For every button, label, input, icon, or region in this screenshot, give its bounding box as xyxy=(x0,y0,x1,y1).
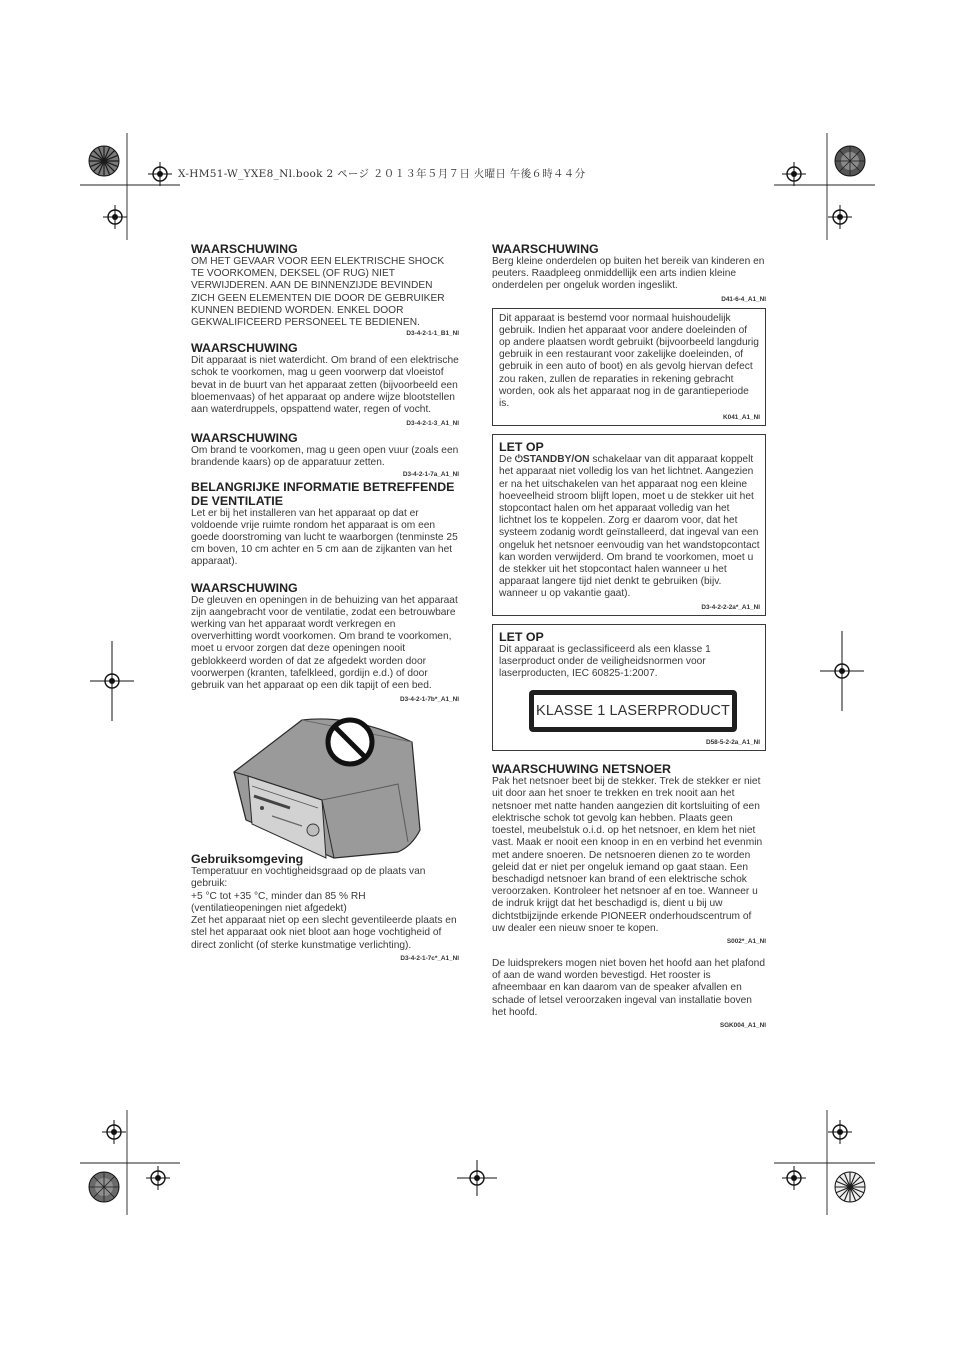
caution-standby-switch xyxy=(492,434,766,615)
section-text: Dit apparaat is bestemd voor normaal huishoudelijk gebruik. Indien het apparaat voor andere doeleinden of op andere plaatsen wordt gebruikt (bijvoorbeeld langdurig gebruik in een restaurant voor zakelijke doeleinden, of gebruik in een auto of boot) en als gevolg hiervan defect zou raken, zullen de reparaties in rekening gebracht worden, ook als het apparaat nog in de garantieperiode is. xyxy=(499,312,759,410)
section-text: OM HET GEVAAR VOOR EEN ELEKTRISCHE SHOCK TE VOORKOMEN, DEKSEL (OF RUG) NIET VERWIJDEREN. AAN DE BINNENZIJDE BEVINDEN ZICH GEEN ELEMENTEN DIE DOOR DE GEBRUIKER KUNNEN BEDIEND WORDEN. ENKEL DOOR GEKWALIFICEERD PERSONEEL TE BEDIENEN. xyxy=(191,256,445,329)
registration-target-middle-left xyxy=(90,641,134,721)
registration-target-lower-left xyxy=(102,1120,126,1144)
registration-target-bottom-center xyxy=(457,1160,497,1196)
section-code: D3-4-2-1-7b*_A1_Nl xyxy=(400,696,459,704)
registration-target-bottom-left xyxy=(146,1166,170,1190)
section-code: D3-4-2-1-7a_A1_Nl xyxy=(402,470,459,478)
right-column xyxy=(492,242,766,1030)
print-file-header: X-HM51-W_YXE8_Nl.book 2 ページ ２０１３年５月７日 火曜日 午後６時４４分 xyxy=(178,168,586,180)
section-text: De gleuven en openingen in de behuizing van het apparaat zijn aangebracht voor de ventilatie, zodat een betrouwbare werking van het apparaat wordt verkregen en oververhitting wordt voorkomen. Om brand te voorkomen, moet u ervoor zorgen dat deze openingen nooit geblokkeerd worden of dat ze afgedekt worden door voorwerpen (kranten, tafelkleed, gordijn e.d.) of door gebruik van het apparaat op een dik tapijt of een bed. xyxy=(191,594,458,692)
section-heading: WAARSCHUWING xyxy=(191,580,298,595)
section-heading: LET OP xyxy=(499,629,544,644)
section-code: K041_A1_Nl xyxy=(723,414,760,422)
warning-open-flame xyxy=(191,431,459,478)
section-code: D3-4-2-1-7c*_A1_Nl xyxy=(400,954,459,962)
registration-target-top-right xyxy=(782,162,806,186)
warning-ventilation-openings xyxy=(191,581,459,705)
warning-power-cord xyxy=(492,762,766,946)
section-text: Pak het netsnoer beet bij de stekker. Trek de stekker er niet uit door aan het snoer te trekken en trek nooit aan het netsnoer met natte handen aangezien dit kortsluiting of een elektrische schok tot gevolg kan hebben. Plaats geen toestel, meubelstuk o.i.d. op het netsnoer, en klem het niet vast. Maak er nooit een knoop in en en verbind het evenmin met andere snoeren. De netsnoeren dienen zo te worden geleid dat er niet per ongeluk iemand op gaat staan. Een beschadigd netsnoer kan brand of een elektrische schok veroorzaken. Kontroleer het netsnoer af en toe. Wanneer u de indruk krijgt dat het beschadigd is, dient u bij uw dichtstbijzijnde erkende PIONEER onderhoudscentrum of uw dealer een nieuw snoer te kopen. xyxy=(492,776,763,934)
ventilation-info xyxy=(191,480,459,569)
section-code: D3-4-2-1-3_A1_Nl xyxy=(406,420,459,428)
warning-small-parts xyxy=(492,242,766,304)
color-starburst-top-right xyxy=(834,145,866,177)
warning-water xyxy=(191,341,459,428)
section-code: D3-4-2-2-2a*_A1_Nl xyxy=(701,603,760,611)
registration-target-upper-right xyxy=(828,205,852,229)
section-heading: WAARSCHUWING xyxy=(191,242,298,256)
speaker-mounting-notice xyxy=(492,958,766,1030)
temperature-range: +5 °C tot +35 °C, minder dan 85 % RH (ventilatieopeningen niet afgedekt) xyxy=(191,890,366,914)
caution-laser-product xyxy=(492,624,766,752)
section-text: Temperatuur en vochtigheidsgraad op de plaats van gebruik: xyxy=(191,866,426,890)
color-starburst-top-left xyxy=(88,145,120,177)
section-text: Zet het apparaat niet op een slecht geventileerde plaats en stel het apparaat ook niet bloot aan hoge vochtigheid of direct zonlicht (of sterke kunstmatige verlichting). xyxy=(191,915,457,951)
section-text: Let er bij het installeren van het apparaat op dat er voldoende vrije ruimte rondom het apparaat is om een goede doorstroming van lucht te waarborgen (tenminste 25 cm boven, 10 cm achter en 5 cm aan de zijkanten van het apparaat). xyxy=(191,507,458,568)
section-heading: WAARSCHUWING NETSNOER xyxy=(492,762,671,777)
section-heading: BELANGRIJKE INFORMATIE BETREFFENDE DE VENTILATIE xyxy=(191,479,455,508)
section-heading: Gebruiksomgeving xyxy=(191,852,304,867)
registration-target-lower-right xyxy=(828,1120,852,1144)
section-code: SGK004_A1_Nl xyxy=(719,1021,766,1029)
color-starburst-bottom-left xyxy=(88,1171,120,1203)
registration-target-upper-left xyxy=(103,205,127,229)
section-code: D41-6-4_A1_Nl xyxy=(721,295,766,303)
text-body: schakelaar van dit apparaat koppelt het apparaat niet volledig los van het lichtnet. Aangezien er na het uitschakelen van het apparaat nog een kleine hoeveelheid stroom blijft lopen, moet u de stekker uit het stopcontact halen om het apparaat volledig van het lichtnet los te koppelen. Zorg er daarom voor, dat het systeem zodanig wordt geïnstalleerd, dat ingeval van een ongeluk het netsnoer eenvoudig van het wandstopcontact kan worden verwijderd. Om brand te voorkomen, moet u de stekker uit het stopcontact halen wanneer u het apparaat langere tijd niet denkt te gebruiken (bijv. wanneer u op vakantie gaat). xyxy=(499,454,760,600)
section-text: Dit apparaat is geclassificeerd als een klasse 1 laserproduct onder de veiligheidsnormen voor laserproducten, IEC 60825-1:2007. xyxy=(499,643,711,680)
operating-environment xyxy=(191,852,459,962)
registration-target-bottom-right xyxy=(782,1166,806,1190)
registration-target-top-left xyxy=(148,162,172,186)
warning-electric-shock xyxy=(191,242,459,338)
section-heading: WAARSCHUWING xyxy=(191,431,298,446)
section-text: De luidsprekers mogen niet boven het hoofd aan het plafond of aan de wand worden bevestigd. Het rooster is afneembaar en kan daarom van de speaker afvallen en schade of letsel veroorzaken ingeval van installatie boven het hoofd. xyxy=(492,957,765,1018)
standby-on-label: ⏻STANDBY/ON xyxy=(514,454,590,466)
section-heading: WAARSCHUWING xyxy=(191,341,298,356)
color-starburst-bottom-right xyxy=(834,1171,866,1203)
section-code: S002*_A1_Nl xyxy=(726,937,766,945)
section-text: Om brand te voorkomen, mag u geen open vuur (zoals een brandende kaars) op de apparatuur zetten. xyxy=(191,445,459,469)
section-text xyxy=(499,454,760,600)
section-text: Berg kleine onderdelen op buiten het bereik van kinderen en peuters. Raadpleeg onmiddellijk een arts indien kleine onderdelen per ongeluk worden ingeslikt. xyxy=(492,256,765,292)
text-prefix: De xyxy=(499,454,515,466)
class-1-laser-label: KLASSE 1 LASERPRODUCT xyxy=(529,690,737,732)
registration-target-middle-right xyxy=(820,631,864,711)
section-heading: LET OP xyxy=(499,440,544,455)
section-code: D58-5-2-2a_A1_Nl xyxy=(706,739,760,747)
section-text: Dit apparaat is niet waterdicht. Om brand of een elektrische schok te voorkomen, mag u geen voorwerp dat vloeistof bevat in de buurt van het apparaat zetten (bijvoorbeeld een bloemenvaas) of het apparaat op andere wijze blootstellen aan waterdruppels, opspattend water, regen of vocht. xyxy=(191,355,459,416)
section-heading: WAARSCHUWING xyxy=(492,242,599,256)
household-use-notice xyxy=(492,308,766,427)
covered-device-prohibited-illustration xyxy=(222,712,422,862)
section-code: D3-4-2-1-1_B1_Nl xyxy=(406,330,459,338)
